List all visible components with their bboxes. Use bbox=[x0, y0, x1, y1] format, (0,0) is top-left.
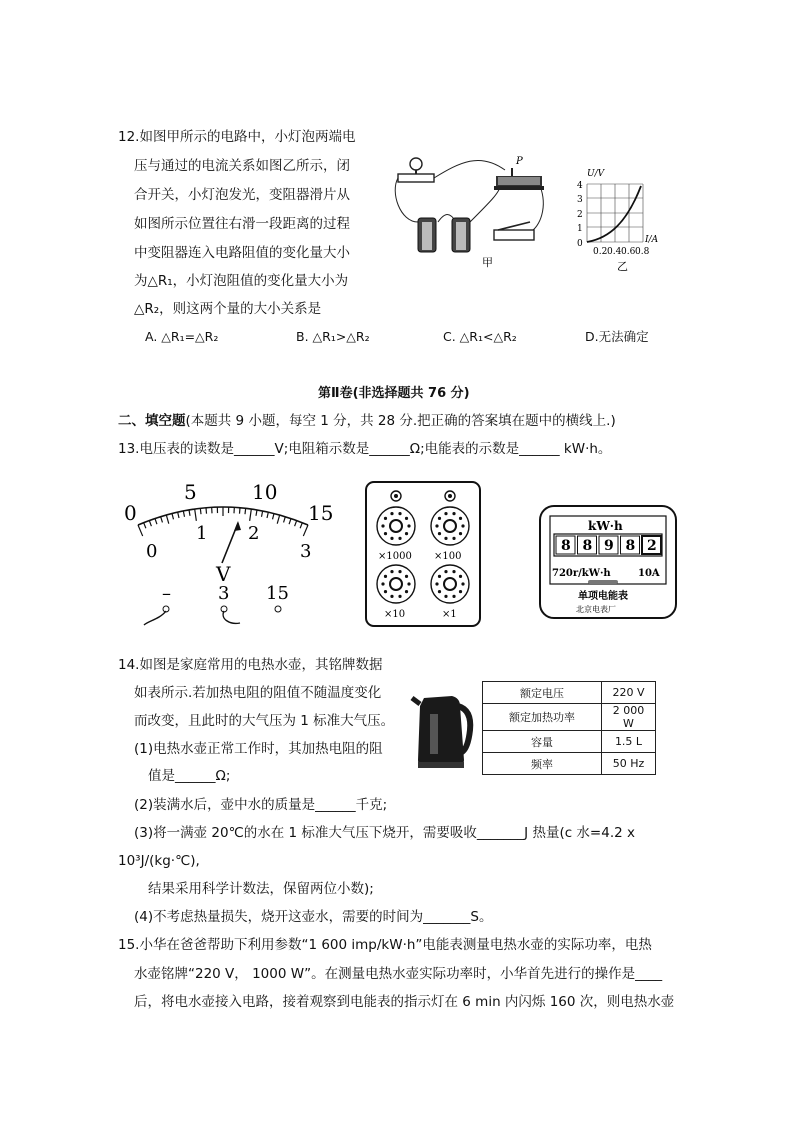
rb-dial-mark bbox=[459, 532, 462, 535]
q12-option-a: A. △R₁=△R₂ bbox=[145, 329, 219, 344]
table-row bbox=[483, 704, 656, 731]
section-heading bbox=[118, 412, 616, 430]
vm-tick bbox=[239, 508, 240, 514]
vm-tick bbox=[277, 515, 279, 524]
rb-dial-mark bbox=[459, 517, 462, 520]
rb-dial-mark bbox=[390, 570, 393, 573]
vm-terminal-neg: – bbox=[162, 583, 171, 604]
rb-dial-mark bbox=[398, 512, 401, 515]
rb-dial-mark bbox=[384, 517, 387, 520]
rb-dial-mark bbox=[390, 512, 393, 515]
table-row bbox=[483, 682, 656, 704]
q12-line-3: 合开关，小灯泡发光，变阻器滑片从 bbox=[134, 187, 350, 203]
resistance-box bbox=[364, 480, 482, 628]
vm-tick bbox=[267, 512, 268, 518]
vm-terminal-15: 15 bbox=[266, 583, 289, 604]
vm-tick bbox=[295, 521, 297, 527]
em-digit: 9 bbox=[604, 538, 614, 554]
rb-dial-mark bbox=[407, 582, 410, 585]
vm-tick bbox=[155, 519, 157, 525]
q14-line-3: 而改变，且此时的大气压为 1 标准大气压。 bbox=[134, 713, 395, 729]
q14-line-10: (4)不考虑热量损失，烧开这壶水，需要的时间为_______S。 bbox=[134, 909, 493, 925]
spec-value: 2 000 W bbox=[602, 704, 656, 731]
em-name: 单项电能表 bbox=[578, 591, 628, 602]
vm-tick bbox=[245, 508, 246, 514]
rb-dial-mark bbox=[452, 537, 455, 540]
vm-tick bbox=[300, 523, 302, 529]
vm-tick bbox=[189, 510, 190, 516]
rb-dial-mark bbox=[461, 524, 464, 527]
energy-meter bbox=[538, 504, 678, 620]
rb-dial-mark bbox=[438, 532, 441, 535]
ui-graph bbox=[565, 166, 675, 276]
rb-dial-knob bbox=[444, 520, 456, 532]
rb-dial-mark bbox=[405, 532, 408, 535]
q14-line-8: 10³J/(kg·℃), bbox=[118, 853, 200, 869]
vm-tick bbox=[166, 515, 168, 524]
em-constant: 720r/kW·h bbox=[552, 568, 611, 579]
rb-dial-mark bbox=[398, 537, 401, 540]
rb-dial-mark bbox=[444, 570, 447, 573]
q12-option-d: D.无法确定 bbox=[585, 329, 649, 344]
vm-tick bbox=[178, 512, 179, 518]
rb-dial-mark bbox=[444, 595, 447, 598]
rb-mult-1000: ×1000 bbox=[378, 551, 412, 562]
vm-tick bbox=[273, 513, 274, 519]
x-tick-06: 0.6 bbox=[621, 247, 636, 257]
rb-mult-10: ×10 bbox=[384, 609, 406, 620]
vm-tick bbox=[144, 523, 146, 529]
voltmeter bbox=[118, 475, 334, 635]
vm-top-15: 15 bbox=[308, 501, 334, 525]
em-digit: 8 bbox=[625, 538, 636, 554]
rb-dial-mark bbox=[438, 590, 441, 593]
vm-tick bbox=[172, 513, 173, 519]
y-tick-4: 4 bbox=[577, 181, 583, 191]
rb-dial-mark bbox=[435, 524, 438, 527]
kettle-spec-table bbox=[482, 681, 656, 775]
spec-key: 额定加热功率 bbox=[483, 704, 602, 731]
vm-bottom-0: 0 bbox=[146, 541, 158, 562]
rb-dial-mark bbox=[407, 524, 410, 527]
section-title: 第Ⅱ卷(非选择题共 76 分) bbox=[318, 386, 470, 401]
vm-tick bbox=[303, 525, 308, 536]
rb-dial-mark bbox=[444, 512, 447, 515]
vm-tick bbox=[289, 519, 291, 525]
q12-line-4: 如图所示位置往右滑一段距离的过程 bbox=[134, 216, 350, 232]
q13-text: 13.电压表的读数是______V;电阻箱示数是______Ω;电能表的示数是______ kW·h。 bbox=[118, 441, 612, 457]
rb-dial-knob bbox=[444, 578, 456, 590]
rb-dial-mark bbox=[438, 575, 441, 578]
em-unit: kW·h bbox=[588, 519, 623, 533]
spec-value: 220 V bbox=[602, 682, 656, 704]
rb-dial-mark bbox=[459, 590, 462, 593]
kettle-image bbox=[410, 690, 472, 770]
em-digit: 8 bbox=[582, 538, 593, 554]
vm-tick bbox=[138, 525, 143, 536]
vm-tick bbox=[206, 508, 207, 514]
rb-mult-1: ×1 bbox=[442, 609, 457, 620]
rb-dial-mark bbox=[398, 570, 401, 573]
section-heading-bold: 二、填空题 bbox=[118, 413, 186, 429]
spec-value: 50 Hz bbox=[602, 753, 656, 775]
y-tick-3: 3 bbox=[577, 195, 583, 205]
rb-mult-100: ×100 bbox=[434, 551, 462, 562]
vm-tick bbox=[256, 510, 257, 516]
graph-ylabel: U/V bbox=[587, 169, 605, 179]
x-tick-04: 0.4 bbox=[607, 247, 622, 257]
rb-dial-mark bbox=[405, 517, 408, 520]
em-current: 10A bbox=[638, 568, 660, 579]
q14-line-5: 值是______Ω; bbox=[148, 768, 231, 784]
table-row bbox=[483, 753, 656, 775]
figure-b-label: 乙 bbox=[617, 260, 628, 273]
y-tick-1: 1 bbox=[577, 224, 583, 234]
q15-line-2: 水壶铭牌“220 V， 1000 W”。在测量电热水壶实际功率时，小华首先进行的操作是____ bbox=[134, 966, 663, 982]
vm-top-10: 10 bbox=[252, 480, 278, 504]
vm-tick bbox=[149, 521, 151, 527]
q14-line-1: 14.如图是家庭常用的电热水壶，其铭牌数据 bbox=[118, 657, 383, 673]
vm-top-5: 5 bbox=[184, 480, 197, 504]
spec-value: 1.5 L bbox=[602, 731, 656, 753]
slider-p-label: P bbox=[516, 156, 523, 167]
vm-unit: V bbox=[216, 562, 231, 586]
rb-dial-mark bbox=[381, 524, 384, 527]
q14-line-4: (1)电热水壶正常工作时，其加热电阻的阻 bbox=[134, 741, 383, 757]
rb-dial-mark bbox=[452, 570, 455, 573]
q14-line-7: (3)将一满壶 20℃的水在 1 标准大气压下烧开，需要吸收_______J 热量(c 水=4.2 x bbox=[134, 825, 635, 841]
q14-line-6: (2)装满水后，壶中水的质量是______千克; bbox=[134, 797, 388, 813]
rb-dial-mark bbox=[435, 582, 438, 585]
q12-line-1: 12.如图甲所示的电路中，小灯泡两端电 bbox=[118, 129, 356, 145]
vm-tick bbox=[284, 517, 286, 523]
rb-dial-mark bbox=[384, 590, 387, 593]
q15-line-3: 后，将电水壶接入电路，接着观察到电能表的指示灯在 6 min 内闪烁 160 次，则电热水壶 bbox=[134, 994, 675, 1010]
vm-tick bbox=[161, 517, 163, 523]
vm-terminal-3: 3 bbox=[218, 583, 230, 604]
rb-dial-knob bbox=[390, 578, 402, 590]
rb-dial-mark bbox=[390, 537, 393, 540]
spec-key: 额定电压 bbox=[483, 682, 602, 704]
q12-line-6: 为△R₁，小灯泡阻值的变化量大小为 bbox=[134, 273, 349, 289]
vm-tick bbox=[183, 511, 184, 517]
rb-dial-mark bbox=[405, 575, 408, 578]
em-maker: 北京电表厂 bbox=[576, 605, 616, 614]
q15-line-1: 15.小华在爸爸帮助下利用参数“1 600 imp/kW·h”电能表测量电热水壶的实际功率，电热 bbox=[118, 937, 652, 953]
y-tick-2: 2 bbox=[577, 210, 583, 220]
rb-dial-mark bbox=[390, 595, 393, 598]
vm-tick bbox=[250, 509, 252, 521]
section-heading-rest: (本题共 9 小题，每空 1 分，共 28 分.把正确的答案填在题中的横线上.) bbox=[185, 413, 616, 429]
rb-dial-mark bbox=[384, 532, 387, 535]
rb-dial-mark bbox=[438, 517, 441, 520]
figure-a-label: 甲 bbox=[482, 256, 493, 269]
rb-dial-knob bbox=[390, 520, 402, 532]
circuit-figure bbox=[390, 152, 550, 272]
vm-tick bbox=[200, 508, 201, 514]
graph-xlabel: I/A bbox=[645, 235, 659, 245]
rb-dial-mark bbox=[452, 595, 455, 598]
q12-line-7: △R₂，则这两个量的大小关系是 bbox=[134, 301, 322, 317]
x-tick-08: 0.8 bbox=[635, 247, 650, 257]
rb-dial-mark bbox=[398, 595, 401, 598]
q12-line-5: 中变阻器连入电路阻值的变化量大小 bbox=[134, 245, 350, 261]
vm-bottom-2: 2 bbox=[248, 523, 260, 544]
q14-line-2: 如表所示.若加热电阻的阻值不随温度变化 bbox=[134, 685, 382, 701]
rb-dial-mark bbox=[444, 537, 447, 540]
em-digit: 8 bbox=[561, 538, 571, 554]
vm-bottom-3: 3 bbox=[300, 541, 312, 562]
x-tick-02: 0.2 bbox=[593, 247, 608, 257]
vm-bottom-1: 1 bbox=[196, 523, 208, 544]
table-row bbox=[483, 731, 656, 753]
rb-dial-mark bbox=[459, 575, 462, 578]
rb-dial-mark bbox=[381, 582, 384, 585]
em-digit: 2 bbox=[647, 538, 657, 554]
q14-line-9: 结果采用科学计数法，保留两位小数); bbox=[148, 881, 374, 897]
vm-top-0: 0 bbox=[124, 501, 137, 525]
spec-key: 容量 bbox=[483, 731, 602, 753]
vm-tick bbox=[195, 509, 197, 521]
q12-option-b: B. △R₁>△R₂ bbox=[296, 329, 370, 344]
rb-dial-mark bbox=[384, 575, 387, 578]
q12-line-2: 压与通过的电流关系如图乙所示，闭 bbox=[134, 158, 350, 174]
rb-dial-mark bbox=[461, 582, 464, 585]
q12-option-c: C. △R₁<△R₂ bbox=[443, 329, 517, 344]
rb-dial-mark bbox=[452, 512, 455, 515]
rb-dial-mark bbox=[405, 590, 408, 593]
y-tick-0: 0 bbox=[577, 239, 583, 249]
vm-tick bbox=[262, 511, 263, 517]
spec-key: 频率 bbox=[483, 753, 602, 775]
